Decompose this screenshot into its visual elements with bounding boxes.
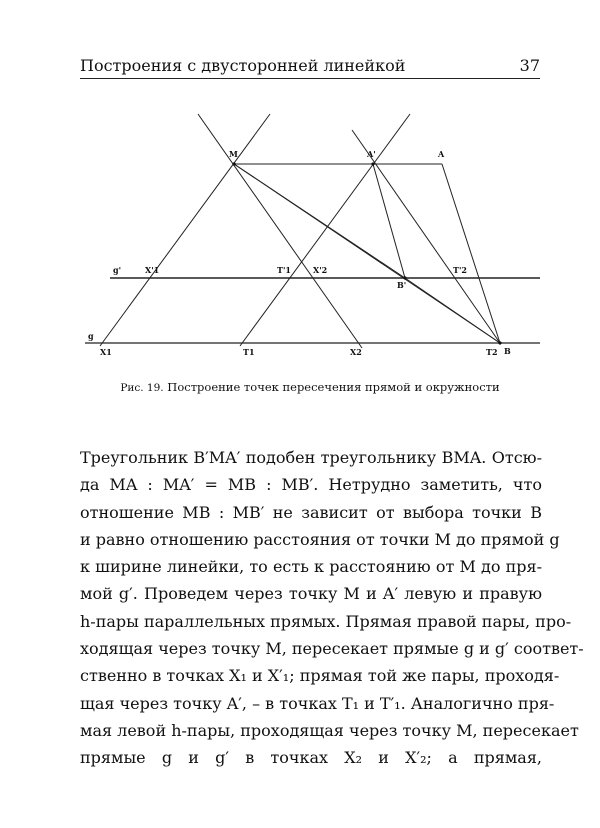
caption-number: Рис. 19. xyxy=(120,382,164,394)
label-g-prime: g' xyxy=(113,265,122,275)
label-A-prime: A' xyxy=(367,149,376,159)
figure-19 xyxy=(80,108,540,368)
text-line: Треугольник B′MA′ подобен треугольнику BMA. Отсю- xyxy=(80,448,542,467)
label-M: M xyxy=(229,149,238,159)
line-A-B xyxy=(442,164,500,343)
label-X2-prime: X'2 xyxy=(313,265,328,275)
running-title: Построения с двусторонней линейкой xyxy=(80,56,406,75)
text-line: отношение MB : MB′ не зависит от выбора точки B xyxy=(80,502,542,522)
line-M-right-pair xyxy=(100,114,270,346)
line-M-left-pair xyxy=(198,114,362,348)
label-T2-prime: T'2 xyxy=(453,265,467,275)
line-Bprime-B xyxy=(405,278,500,343)
label-A: A xyxy=(438,149,445,159)
text-line: h-пары параллельных прямых. Прямая правой пары, про- xyxy=(80,611,572,631)
geometry-diagram xyxy=(80,108,540,368)
text-line: и равно отношению расстояния от точки M до прямой g xyxy=(80,529,560,549)
label-X1-prime: X'1 xyxy=(145,265,160,275)
text-line: к ширине линейки, то есть к расстоянию от M до пря- xyxy=(80,557,542,577)
text-line: мой g′. Проведем через точку M и A′ левую и правую xyxy=(80,584,542,604)
label-T1: T1 xyxy=(243,347,255,357)
line-Aprime-left-pair xyxy=(352,130,500,343)
text-line: мая левой h-пары, проходящая через точку M, пересекает xyxy=(80,720,579,740)
text-line: да MA : MA′ = MB : MB′. Нетрудно заметить, что xyxy=(80,475,542,495)
label-B: B xyxy=(504,346,511,356)
text-line: ственно в точках X₁ и X′₁; прямая той же пары, проходя- xyxy=(80,666,560,686)
caption-text: Построение точек пересечения прямой и окружности xyxy=(167,380,500,394)
line-Aprime-right-pair xyxy=(240,114,410,346)
label-B-prime: B' xyxy=(397,280,407,290)
figure-caption xyxy=(80,380,540,394)
page-number: 37 xyxy=(519,56,540,75)
text-line: щая через точку A′, – в точках T₁ и T′₁. Аналогично пря- xyxy=(80,693,555,713)
line-MB-prime xyxy=(234,164,405,278)
text-line: ходящая через точку M, пересекает прямые g и g′ соответ- xyxy=(80,639,584,659)
text-line: прямые g и g′ в точках X₂ и X′₂; а прямая, xyxy=(80,748,542,768)
label-T2: T2 xyxy=(486,347,498,357)
page-header xyxy=(80,56,540,79)
body-paragraph xyxy=(80,444,584,772)
label-g: g xyxy=(88,331,94,341)
label-T1-prime: T'1 xyxy=(277,265,291,275)
label-X2: X2 xyxy=(350,347,362,357)
label-X1: X1 xyxy=(100,347,112,357)
